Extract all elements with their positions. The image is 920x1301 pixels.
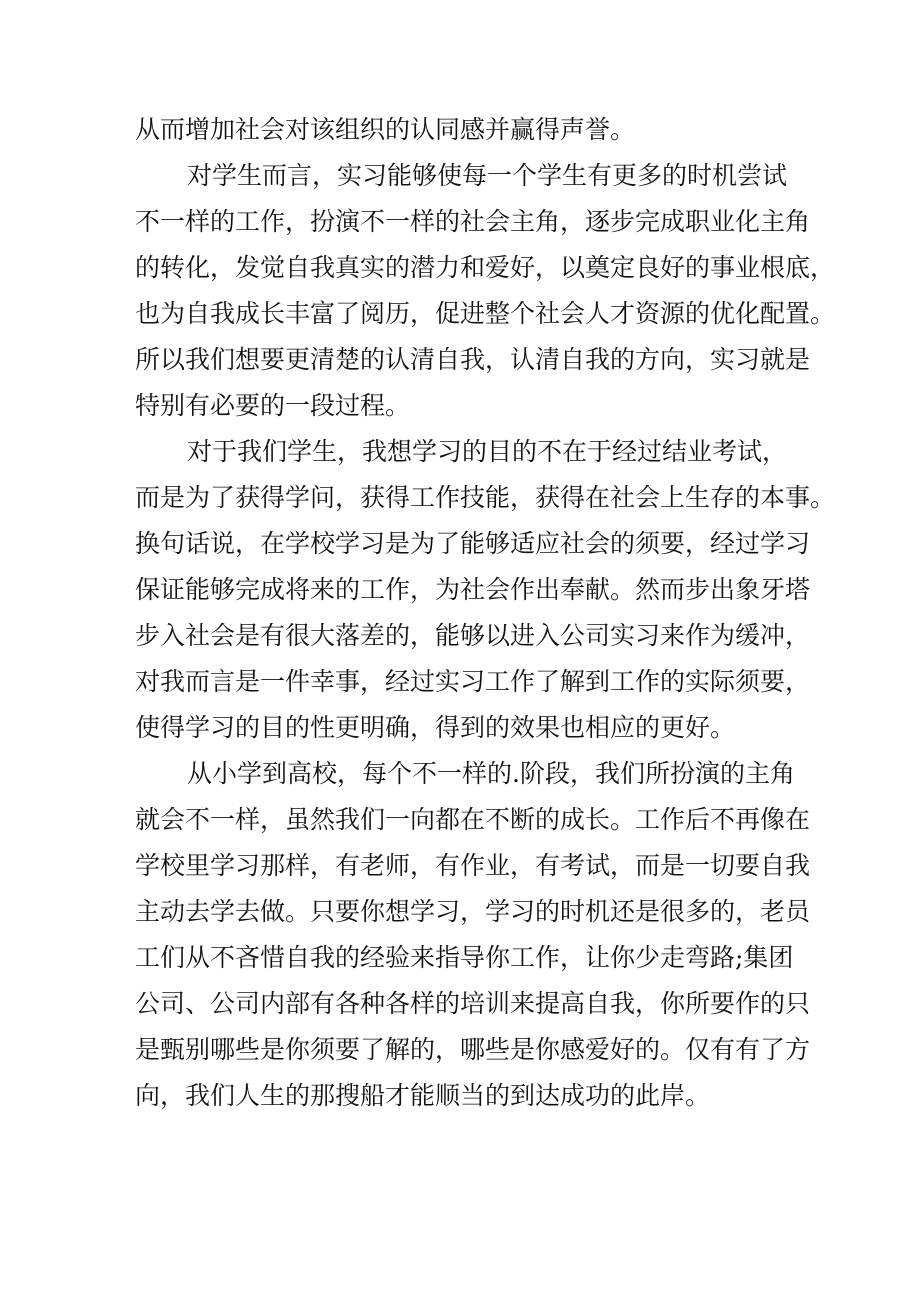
text-line: 工们从不吝惜自我的经验来指导你工作，让你少走弯路;集团 [135, 943, 794, 972]
text-line: 公司、公司内部有各种各样的培训来提高自我，你所要作的只 [135, 989, 811, 1018]
text-line: 是甄别哪些是你须要了解的，哪些是你感爱好的。仅有有了方 [135, 1035, 811, 1064]
text-line: 所以我们想要更清楚的认清自我，认清自我的方向，实习就是 [135, 345, 811, 374]
paragraph-start-line: 对于我们学生，我想学习的目的不在于经过结业考试， [187, 437, 788, 466]
paragraph-start-line: 对学生而言，实习能够使每一个学生有更多的时机尝试 [187, 161, 788, 190]
text-line: 对我而言是一件幸事，经过实习工作了解到工作的实际须要， [135, 667, 811, 696]
text-line: 就会不一样，虽然我们一向都在不断的成长。工作后不再像在 [135, 805, 811, 834]
text-line: 特别有必要的一段过程。 [135, 391, 411, 420]
text-line: 主动去学去做。只要你想学习，学习的时机还是很多的，老员 [135, 897, 811, 926]
text-line: 的转化，发觉自我真实的潜力和爱好，以奠定良好的事业根底， [135, 253, 836, 282]
text-line: 也为自我成长丰富了阅历，促进整个社会人才资源的优化配置。 [135, 299, 836, 328]
paragraph-start-line: 从小学到高校，每个不一样的.阶段，我们所扮演的主角 [187, 759, 795, 788]
text-line: 不一样的工作，扮演不一样的社会主角，逐步完成职业化主角 [135, 207, 811, 236]
text-line: 换句话说，在学校学习是为了能够适应社会的须要，经过学习 [135, 529, 811, 558]
text-line: 从而增加社会对该组织的认同感并赢得声誉。 [135, 115, 636, 144]
text-line: 学校里学习那样，有老师，有作业，有考试，而是一切要自我 [135, 851, 811, 880]
text-line: 向，我们人生的那搜船才能顺当的到达成功的此岸。 [135, 1081, 711, 1110]
text-line: 使得学习的目的性更明确，得到的效果也相应的更好。 [135, 713, 736, 742]
text-line: 而是为了获得学问，获得工作技能，获得在社会上生存的本事。 [135, 483, 836, 512]
text-line: 步入社会是有很大落差的，能够以进入公司实习来作为缓冲， [135, 621, 811, 650]
text-line: 保证能够完成将来的工作，为社会作出奉献。然而步出象牙塔 [135, 575, 811, 604]
document-body [135, 107, 836, 1119]
